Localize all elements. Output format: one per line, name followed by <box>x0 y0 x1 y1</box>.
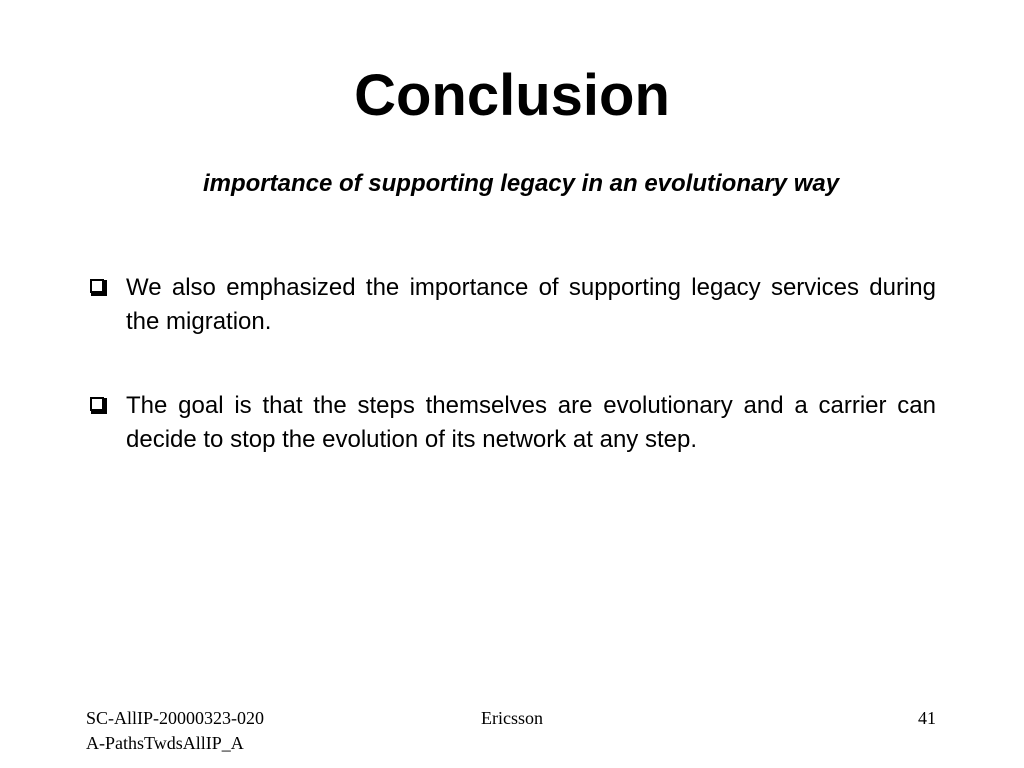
hollow-square-bullet-icon <box>90 279 104 293</box>
bullet-item <box>88 271 936 339</box>
slide-title: Conclusion <box>354 63 670 128</box>
bullet-text: We also emphasized the importance of supporting legacy services during the migration. <box>126 274 936 335</box>
hollow-square-bullet-icon <box>90 397 104 411</box>
bullet-list <box>88 271 936 507</box>
bullet-item <box>88 389 936 457</box>
footer-company: Ericsson <box>481 708 543 728</box>
footer-document-id: SC-AllIP-20000323-020A-PathsTwdsAllIP_A <box>86 708 265 753</box>
footer-page-number: 41 <box>918 708 936 728</box>
bullet-text: The goal is that the steps themselves are evolutionary and a carrier can decide to stop the evolution of its network at any step. <box>126 392 936 453</box>
slide-subtitle: importance of supporting legacy in an evolutionary way <box>202 170 840 197</box>
